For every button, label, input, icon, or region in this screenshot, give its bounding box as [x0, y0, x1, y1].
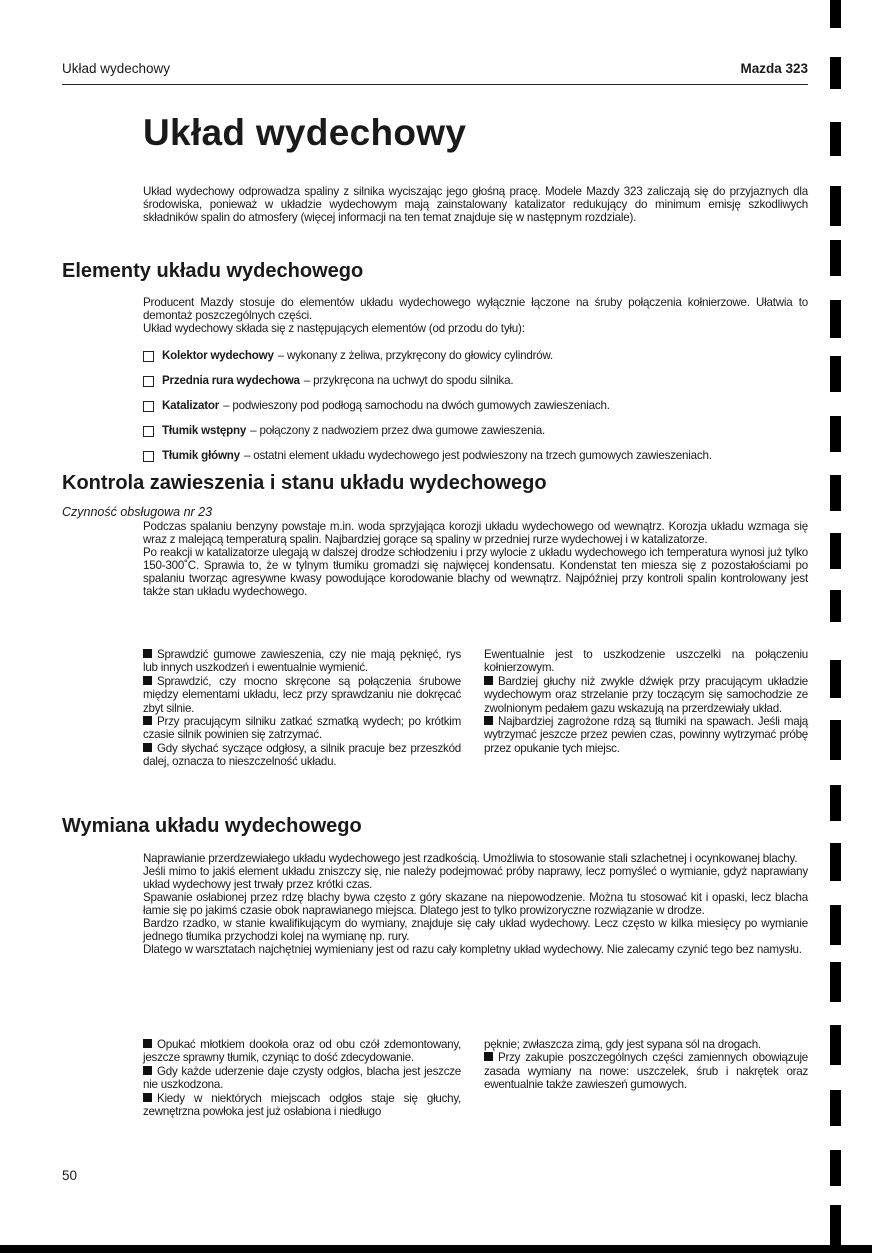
scan-mark: [830, 475, 841, 511]
paragraph: Ewentualnie jest to uszkodzenie uszczelki na połączeniu kołnierzowym.: [484, 648, 808, 675]
paragraph: Układ wydechowy składa się z następujących elementów (od przodu do tyłu):: [143, 322, 525, 335]
bullet-item: Najbardziej zagrożone rdzą są tłumiki na spawach. Jeśli mają wytrzymać jeszcze przez pewien czas, powinny wytrzymać próbę przez opukanie tych miejsc.: [484, 715, 808, 755]
scan-mark: [830, 660, 841, 698]
bullet-icon: [143, 743, 152, 752]
bullet-icon: [484, 1052, 493, 1061]
list-item: [143, 449, 823, 474]
bullet-item: Gdy słychać syczące odgłosy, a silnik pracuje bez przeszkód dalej, oznacza to nieszczelność układu.: [143, 741, 461, 769]
paragraph: Naprawianie przerdzewiałego układu wydechowego jest rzadkością. Umożliwia to stosowanie stali szlachetnej i ocynkowanej blachy.: [143, 852, 798, 865]
scan-mark: [830, 785, 841, 821]
scan-mark: [830, 720, 841, 760]
list-item: [143, 374, 823, 399]
term: Tłumik główny: [162, 449, 240, 462]
description: – połączony z nadwoziem przez dwa gumowe zawieszenia.: [250, 424, 546, 437]
bullet-icon: [484, 676, 493, 685]
paragraph: Producent Mazdy stosuje do elementów układu wydechowego wyłącznie łączone na śruby połączenia kołnierzowe. Ułatwia to demontaż poszczególnych części.: [143, 296, 808, 322]
bullet-icon: [143, 676, 152, 685]
bullet-item: Sprawdzić gumowe zawieszenia, czy nie mają pęknięć, rys lub innych uszkodzeń i ewentualnie wymienić.: [143, 648, 461, 675]
section3-text: [143, 852, 808, 956]
list-item: [143, 424, 823, 449]
term: Katalizator: [162, 399, 220, 412]
running-header-model: Mazda 323: [740, 61, 808, 76]
scan-mark: [830, 300, 841, 338]
scan-mark: [830, 356, 841, 392]
checkbox-icon: [143, 426, 154, 437]
scan-mark: [830, 1025, 841, 1065]
bullet-icon: [143, 1066, 152, 1075]
bullet-item: Opukać młotkiem dookoła oraz od obu czół zdemontowany, jeszcze sprawny tłumik, czyniąc to dość zdecydowanie.: [143, 1038, 461, 1065]
term: Przednia rura wydechowa: [162, 374, 300, 387]
paragraph: pęknie; zwłaszcza zimą, gdy jest sypana sól na drogach.: [484, 1038, 761, 1051]
section-heading-replacement: Wymiana układu wydechowego: [62, 815, 362, 837]
description: – wykonany z żeliwa, przykręcony do głowicy cylindrów.: [277, 349, 554, 362]
paragraph: Dlatego w warsztatach najchętniej wymieniany jest od razu cały kompletny układ wydechowy. Nie zalecamy czynić tego bez namysłu.: [143, 943, 802, 956]
bullet-item: Sprawdzić, czy mocno skręcone są połączenia śrubowe między elementami układu, lecz przy sprawdzaniu nie dokręcać zbyt silnie.: [143, 674, 461, 715]
list-item: [143, 399, 823, 424]
bullet-icon: [484, 716, 493, 725]
service-operation-label: Czynność obsługowa nr 23: [62, 505, 213, 519]
description: – ostatni element układu wydechowego jest podwieszony na trzech gumowych zawieszeniach.: [243, 449, 712, 462]
scan-mark: [830, 1205, 841, 1245]
scan-mark: [830, 905, 841, 945]
term: Tłumik wstępny: [162, 424, 247, 437]
scan-mark: [830, 57, 841, 89]
bullet-item: Przy pracującym silniku zatkać szmatką wydech; po krótkim czasie silnik powinien się zatrzymać.: [143, 715, 461, 742]
elements-list: [143, 349, 823, 474]
description: – przykręcona na uchwyt do spodu silnika.: [303, 374, 514, 387]
inspection-right-column: [484, 648, 808, 755]
paragraph: Podczas spalaniu benzyny powstaje m.in. woda sprzyjająca korozji układu wydechowego od wewnątrz. Korozja układu wzmaga się wraz z malejącą temperaturą spalin. Najbardziej gorące są spaliny w przedniej rurze wydechowej i w katalizatorze.: [143, 520, 808, 546]
section-heading-inspection: Kontrola zawieszenia i stanu układu wydechowego: [62, 472, 547, 494]
section2-text: [143, 520, 808, 598]
bullet-icon: [143, 1093, 152, 1102]
scan-mark: [830, 1150, 841, 1186]
bullet-item: Kiedy w niektórych miejscach odgłos staje się głuchy, zewnętrzna powłoka jest już osłabiona i niedługo: [143, 1091, 461, 1119]
intro-paragraph: Układ wydechowy odprowadza spaliny z silnika wyciszając jego głośną pracę. Modele Mazdy 323 zaliczają się do przyjaznych dla środowiska, ponieważ w układzie wydechowym mają zainstalowany katalizator redukujący do minimum emisję szkodliwych składników spalin do atmosfery (więcej informacji na ten temat znajduje się w następnym rozdziale).: [143, 185, 808, 224]
replacement-right-column: [484, 1038, 808, 1092]
paragraph: Jeśli mimo to jakiś element układu zniszczy się, nie należy podejmować próby naprawy, lecz pomyśleć o wymianie, gdyż naprawiany układ wydechowy jest trwały przez krótki czas.: [143, 865, 808, 891]
replacement-left-column: [143, 1038, 461, 1118]
checkbox-icon: [143, 451, 154, 462]
inspection-left-column: [143, 648, 461, 769]
bullet-item: Gdy każde uderzenie daje czysty odgłos, blacha jest jeszcze nie uszkodzona.: [143, 1064, 461, 1092]
scan-mark: [830, 962, 841, 1002]
scan-mark: [830, 416, 841, 452]
checkbox-icon: [143, 376, 154, 387]
paragraph: Spawanie osłabionej przez rdzę blachy bywa często z góry skazane na niepowodzenie. Można tu stosować kit i opaski, lecz blacha łamie się po jakimś czasie obok naprawianego miejsca. Dlatego jest to tylko prowizoryczne rozwiązanie w drodze.: [143, 891, 808, 917]
paragraph: Po reakcji w katalizatorze ulegają w dalszej drodze schłodzeniu i przy wylocie z układu wydechowego ich temperatura wynosi już tylko 150-300˚C. Sprawia to, że w tylnym tłumiku gromadzi się najwięcej kondensatu. Kondenstat ten miesza się z pozostałościami po spalaniu tworząc agresywne kwasy powodujące korodowanie blachy od wewnątrz. Najpóźniej przy kontroli spalin kontrolowany jest także stan układu wydechowego.: [143, 546, 808, 598]
paragraph: Bardzo rzadko, w stanie kwalifikującym do wymiany, znajduje się cały układ wydechowy. Lecz często w kilka miesięcy po wymianie jednego tłumika przychodzi kolej na wymianę np. rury.: [143, 917, 808, 943]
bullet-icon: [143, 716, 152, 725]
bullet-item: Przy zakupie poszczególnych części zamiennych obowiązuje zasada wymiany na nowe: uszczelek, śrub i nakrętek oraz ewentualnie także zawieszeń gumowych.: [484, 1051, 808, 1092]
checkbox-icon: [143, 351, 154, 362]
scan-bottom-band: [0, 1245, 872, 1253]
running-header-section: Układ wydechowy: [62, 61, 171, 76]
scan-mark: [830, 590, 841, 622]
scan-mark: [830, 186, 841, 226]
term: Kolektor wydechowy: [162, 349, 274, 362]
scan-mark: [830, 533, 841, 569]
page-number: 50: [62, 1168, 78, 1183]
list-item: [143, 349, 823, 374]
section1-text: [143, 296, 808, 335]
description: – podwieszony pod podłogą samochodu na dwóch gumowych zawieszeniach.: [223, 399, 610, 412]
header-rule: [62, 84, 808, 85]
bullet-icon: [143, 1039, 152, 1048]
scan-mark: [830, 0, 841, 28]
scan-mark: [830, 122, 841, 156]
bullet-icon: [143, 649, 152, 658]
scan-mark: [830, 240, 841, 276]
checkbox-icon: [143, 401, 154, 412]
scan-mark: [830, 843, 841, 881]
section-heading-elements: Elementy układu wydechowego: [62, 260, 364, 282]
bullet-item: Bardziej głuchy niż zwykle dźwięk przy pracującym układzie wydechowym oraz strzelanie przy toczącym się samochodzie ze zwolnionym pedałem gazu wskazują na przerdzewiały układ.: [484, 674, 808, 715]
scan-mark: [830, 1090, 841, 1126]
page-title: Układ wydechowy: [143, 112, 467, 153]
